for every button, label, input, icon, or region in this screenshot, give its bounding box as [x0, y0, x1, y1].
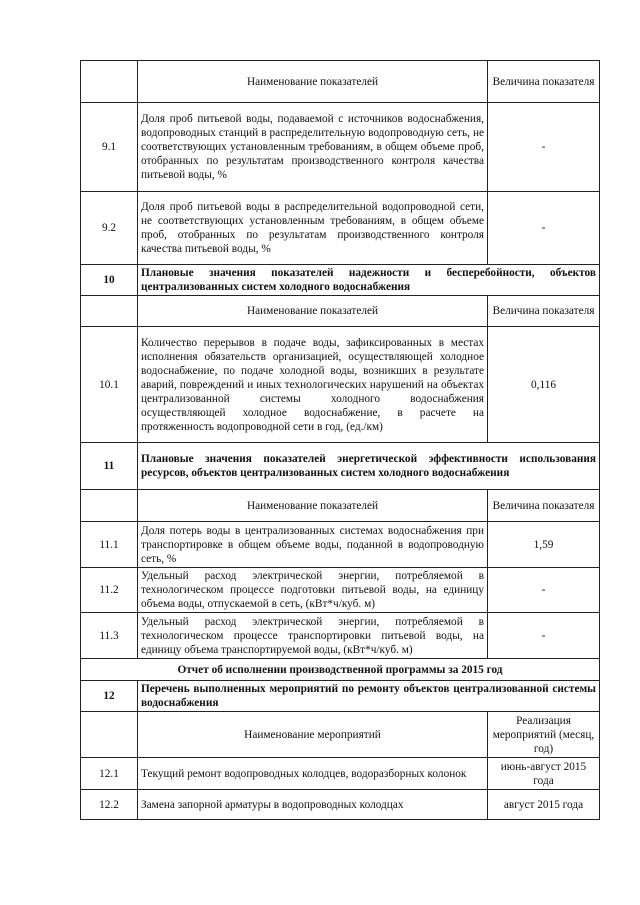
row-number: 10.1	[81, 327, 138, 443]
row-value: -	[488, 103, 600, 192]
row-text: Удельный расход электрической энергии, потребляемой в технологическом процессе транспортировки питьевой воды, на единицу объема транспортируемой воды, (кВт*ч/куб. м)	[138, 613, 488, 659]
section-header-row	[81, 712, 600, 758]
row-text: Удельный расход электрической энергии, потребляемой в технологическом процессе подготовки питьевой воды, на единицу объема воды, отпускаемой в сеть, (кВт*ч/куб. м)	[138, 568, 488, 613]
header-value-cell: Величина показателя	[488, 296, 600, 327]
header-value-cell: Величина показателя	[488, 61, 600, 103]
header-value-cell: Величина показателя	[488, 490, 600, 522]
row-value: -	[488, 192, 600, 265]
row-text: Доля проб питьевой воды в распределительной водопроводной сети, не соответствующих установленным требованиям, в общем объеме проб, отобранных по результатам производственного контроля качества питьевой воды, %	[138, 192, 488, 265]
header-name-cell: Наименование показателей	[138, 490, 488, 522]
row-text: Количество перерывов в подаче воды, зафиксированных в местах исполнения обязательств организацией, осуществляющей холодное водоснабжение, по подаче холодной воды, возникших в результате аварий, повреждений и иных технологических нарушений на объектах централизованной системы холодного водоснабжения осуществляющей холодное водоснабжение, в расчете на протяженность водопроводной сети в год, (ед./км)	[138, 327, 488, 443]
section-row-12	[81, 681, 600, 712]
row-value: -	[488, 568, 600, 613]
header-name-cell: Наименование показателей	[138, 296, 488, 327]
section-header-row	[81, 490, 600, 522]
row-value: 0,116	[488, 327, 600, 443]
table-row	[81, 568, 600, 613]
header-name-cell: Наименование показателей	[138, 61, 488, 103]
report-title-row	[81, 659, 600, 681]
row-value: август 2015 года	[488, 790, 600, 820]
row-number: 9.1	[81, 103, 138, 192]
section-number: 10	[81, 265, 138, 296]
header-empty-cell	[81, 712, 138, 758]
section-header-row	[81, 296, 600, 327]
table-row	[81, 327, 600, 443]
section-number: 11	[81, 443, 138, 490]
row-value: -	[488, 613, 600, 659]
row-number: 9.2	[81, 192, 138, 265]
row-text: Доля проб питьевой воды, подаваемой с источников водоснабжения, водопроводных станций в распределительную водопроводную сеть, не соответствующих установленным требованиям, в общем объеме проб, отобранных по результатам производственного контроля качества питьевой воды, %	[138, 103, 488, 192]
table-row	[81, 790, 600, 820]
row-value: июнь-август 2015 года	[488, 758, 600, 790]
table-row	[81, 522, 600, 568]
header-name-cell: Наименование мероприятий	[138, 712, 488, 758]
row-number: 11.2	[81, 568, 138, 613]
header-empty-cell	[81, 296, 138, 327]
section-title: Плановые значения показателей энергетической эффективности использования ресурсов, объектов централизованных систем холодного водоснабжения	[138, 443, 600, 490]
section-row-10	[81, 265, 600, 296]
section-title: Перечень выполненных мероприятий по ремонту объектов централизованной системы водоснабжения	[138, 681, 600, 712]
row-text: Доля потерь воды в централизованных системах водоснабжения при транспортировке в общем объеме воды, поданной в водопроводную сеть, %	[138, 522, 488, 568]
table-row	[81, 613, 600, 659]
row-number: 12.1	[81, 758, 138, 790]
table-header-row	[81, 61, 600, 103]
row-text: Текущий ремонт водопроводных колодцев, водоразборных колонок	[138, 758, 488, 790]
section-number: 12	[81, 681, 138, 712]
table-row	[81, 103, 600, 192]
indicators-table	[80, 60, 600, 820]
row-text: Замена запорной арматуры в водопроводных колодцах	[138, 790, 488, 820]
section-row-11	[81, 443, 600, 490]
row-number: 11.3	[81, 613, 138, 659]
report-title: Отчет об исполнении производственной программы за 2015 год	[81, 659, 600, 681]
row-number: 12.2	[81, 790, 138, 820]
row-number: 11.1	[81, 522, 138, 568]
row-value: 1,59	[488, 522, 600, 568]
section-title: Плановые значения показателей надежности и бесперебойности, объектов централизованных систем холодного водоснабжения	[138, 265, 600, 296]
header-empty-cell	[81, 490, 138, 522]
header-value-cell: Реализация мероприятий (месяц, год)	[488, 712, 600, 758]
table-row	[81, 192, 600, 265]
header-empty-cell	[81, 61, 138, 103]
table-row	[81, 758, 600, 790]
